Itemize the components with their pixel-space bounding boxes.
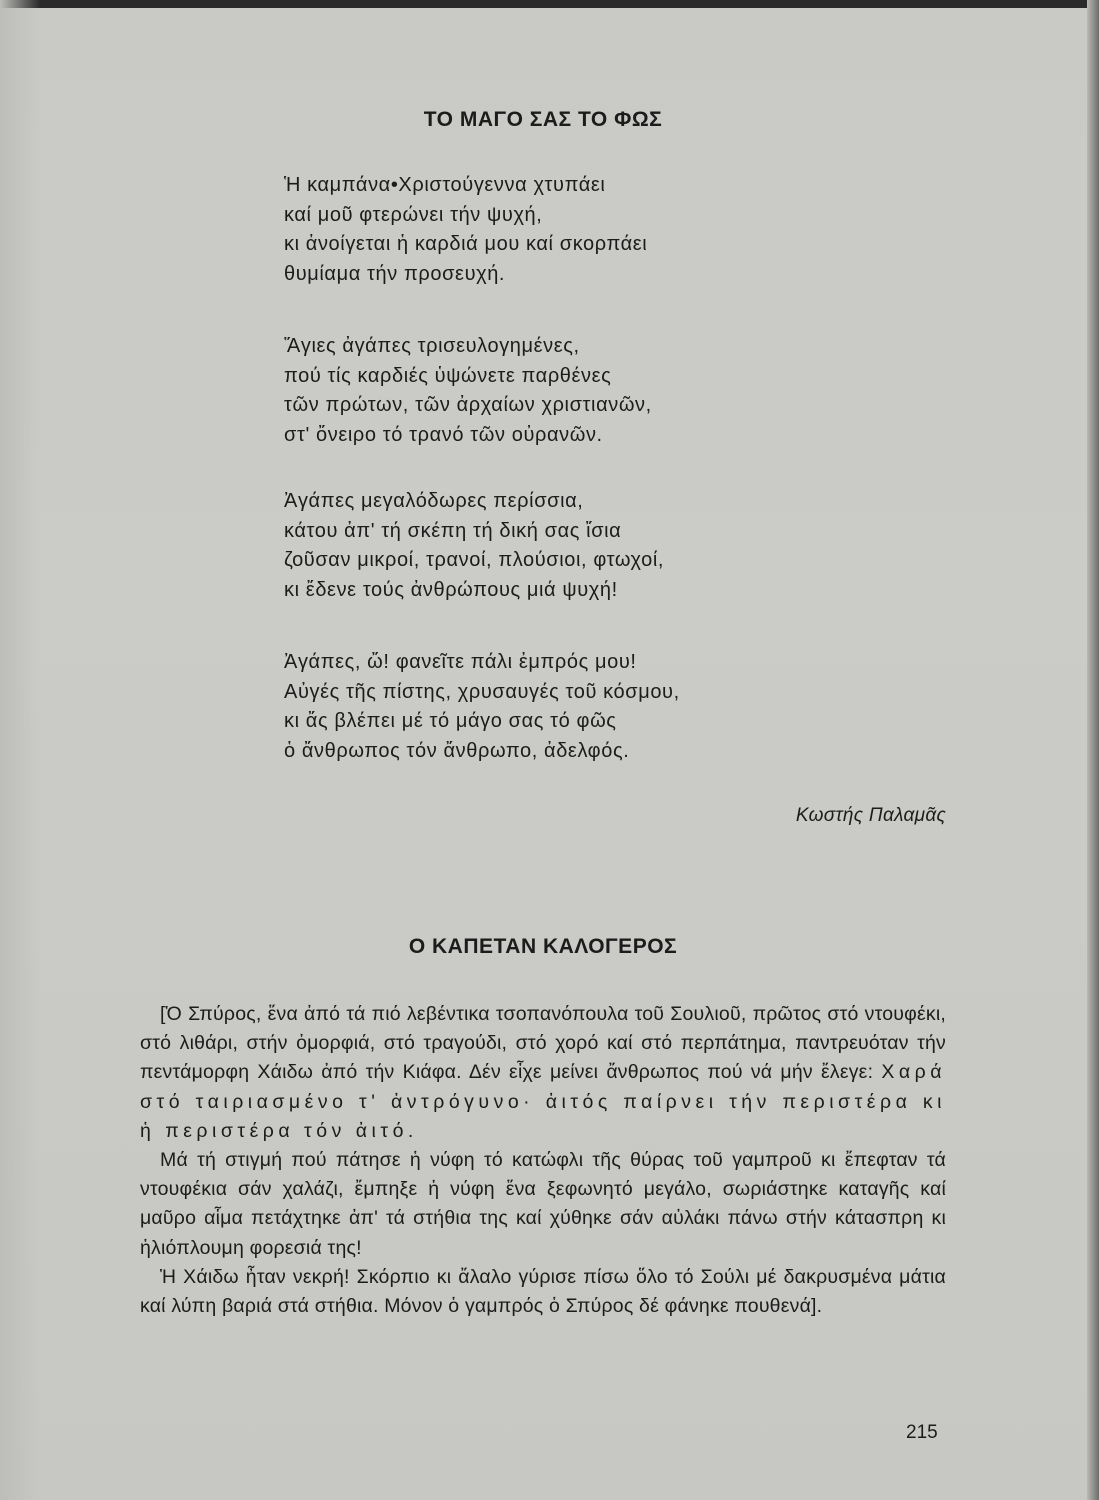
page-number: 215 <box>906 1422 938 1443</box>
story-title: Ο ΚΑΠΕΤΑΝ ΚΑΛΟΓΕΡΟΣ <box>408 935 678 958</box>
poem-stanza-1 <box>284 171 884 289</box>
poem-line: τῶν πρώτων, τῶν ἀρχαίων χριστιανῶν, <box>284 394 652 416</box>
scan-top-edge <box>0 0 1099 8</box>
poem-line: Ἀγάπες, ὤ! φανεῖτε πάλι ἐμπρός μου! <box>284 651 637 673</box>
poem-line: κι ἄς βλέπει μέ τό μάγο σας τό φῶς <box>284 710 617 732</box>
poem-line: Ἅγιες ἀγάπες τρισευλογημένες, <box>284 335 580 357</box>
poem-line: ὁ ἄνθρωπος τόν ἄνθρωπο, ἀδελφός. <box>284 739 630 762</box>
poem-body-2 <box>284 332 884 450</box>
poem-line: Αὐγές τῆς πίστης, χρυσαυγές τοῦ κόσμου, <box>284 680 680 703</box>
poem-title: ΤΟ ΜΑΓΟ ΣΑΣ ΤΟ ΦΩΣ <box>423 108 663 131</box>
story-paragraph-1-text: [Ὁ Σπύρος, ἕνα ἀπό τά πιό λεβέντικα τσοπανόπουλα τοῦ Σουλιοῦ, πρῶτος στό ντουφέκι, στό λιθάρι, στήν ὀμορφιά, στό τραγούδι, στό χορό καί στό περπάτημα, παντρευόταν τήν πεντάμορφη Χάιδω ἀπό τήν Κιάφα. Δέν εἶχε μείνει ἄνθρωπος πού νά μήν ἔλεγε: <box>140 1003 946 1084</box>
poem-stanza-3 <box>284 487 884 605</box>
poem-line: πού τίς καρδιές ὑψώνετε παρθένες <box>284 364 612 387</box>
poem-body-3 <box>284 487 884 605</box>
wedding-saying: Χαρά στό ταιριασμένο τ' ἀντρόγυνο· ἀιτός παίρνει τήν περιστέρα κι ἡ περιστέρα τόν ἀιτό. <box>140 1061 946 1142</box>
poem-body <box>284 171 884 289</box>
poem-stanza-4 <box>284 648 884 766</box>
poem-stanza-2 <box>284 332 884 450</box>
story-paragraph-3: Ἡ Χάιδω ἦταν νεκρή! Σκόρπιο κι ἄλαλο γύρισε πίσω ὅλο τό Σούλι μέ δακρυσμένα μάτια καί λύπη βαριά στά στήθια. Μόνον ὁ γαμπρός ὁ Σπύρος δέ φάνηκε πουθενά]. <box>140 1265 946 1318</box>
poem-body-4 <box>284 648 884 766</box>
poem-line: θυμίαμα τήν προσευχή. <box>284 262 506 285</box>
poem-author: Κωστής Παλαμᾶς <box>795 805 946 826</box>
story-paragraph-2: Μά τή στιγμή πού πάτησε ἡ νύφη τό κατώφλι τῆς θύρας τοῦ γαμπροῦ κι ἔπεφταν τά ντουφέκια σάν χαλάζι, ἔμπηξε ἡ νύφη ἕνα ξεφωνητό μεγάλο, σωριάστηκε καταγῆς καί μαῦρο αἷμα πετάχτηκε ἀπ' τά στήθια της καί χύθηκε σάν αὐλάκι πάνω στήν κάτασπρη κι ἡλιόπλουμη φορεσιά της! <box>140 1149 946 1259</box>
poem-line: κι ἔδενε τούς ἀνθρώπους μιά ψυχή! <box>284 578 618 601</box>
story-body <box>140 1000 946 1321</box>
scan-right-edge <box>1087 0 1099 1500</box>
poem-line: κάτου ἀπ' τή σκέπη τή δική σας ἴσια <box>284 519 622 542</box>
poem-line: Ἡ καμπάνα•Χριστούγεννα χτυπάει <box>284 174 606 196</box>
story-paragraph-1 <box>140 1000 946 1146</box>
poem-line: καί μοῦ φτερώνει τήν ψυχή, <box>284 203 543 226</box>
scan-left-shade <box>0 0 40 1500</box>
poem-line: κι ἀνοίγεται ἡ καρδιά μου καί σκορπάει <box>284 233 648 255</box>
poem-line: ζοῦσαν μικροί, τρανοί, πλούσιοι, φτωχοί, <box>284 549 665 571</box>
poem-line: Ἀγάπες μεγαλόδωρες περίσσια, <box>284 490 584 512</box>
poem-line: στ' ὄνειρο τό τρανό τῶν οὐρανῶν. <box>284 423 603 446</box>
